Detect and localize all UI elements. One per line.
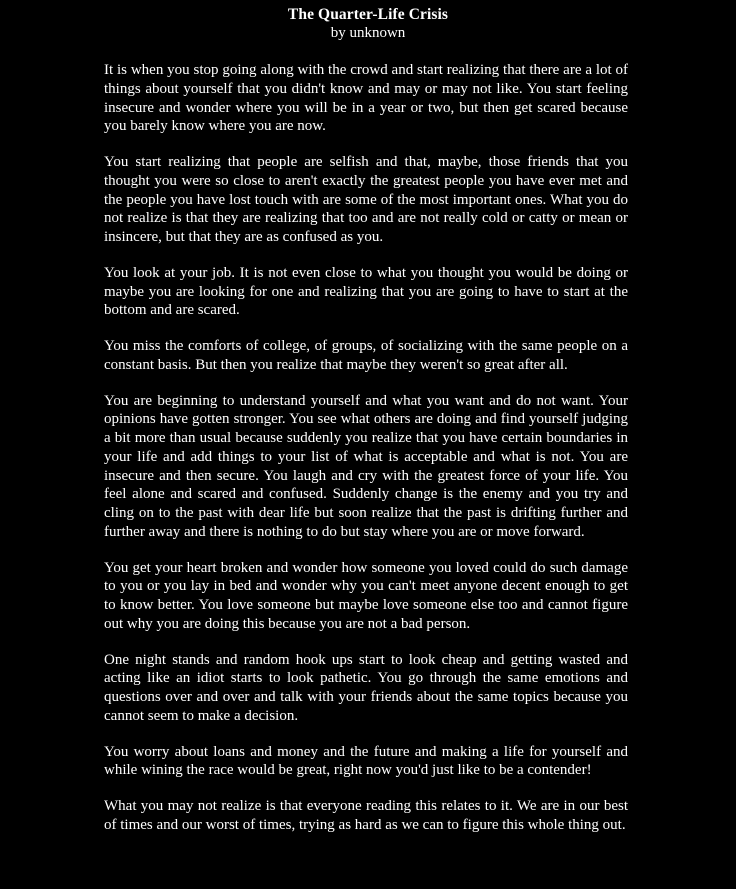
paragraph-7: One night stands and random hook ups start to look cheap and getting wasted and acting like an idiot starts to look pathetic. You go through the same emotions and questions over and over and talk with your friends about the same topics because you cannot seem to make a decision. xyxy=(104,651,628,724)
document-header xyxy=(0,5,736,43)
paragraph-8: You worry about loans and money and the future and making a life for yourself and while wining the race would be great, right now you'd just like to be a contender! xyxy=(104,743,628,779)
paragraph-4: You miss the comforts of college, of groups, of socializing with the same people on a constant basis. But then you realize that maybe they weren't so great after all. xyxy=(104,338,628,373)
paragraph-5: You are beginning to understand yourself and what you want and do not want. Your opinions have gotten stronger. You see what others are doing and find yourself judging a bit more than usual because suddenly you realize that you have certain boundaries in your life and add things to your list of what is acceptable and what is not. You are insecure and then secure. You laugh and cry with the greatest force of your life. You feel alone and scared and confused. Suddenly change is the enemy and you try and cling on to the past with dear life but soon realize that the past is drifting further and further away and there is nothing to do but stay where you are or move forward. xyxy=(104,392,628,540)
author-byline: by unknown xyxy=(330,25,406,41)
paragraph-2: You start realizing that people are selfish and that, maybe, those friends that you thought you were so close to aren't exactly the greatest people you have ever met and the people you have lost touch with are some of the most important ones. What you do not realize is that they are realizing that too and are not really cold or catty or mean or insincere, but that they are as confused as you. xyxy=(104,154,628,245)
document-body xyxy=(104,61,628,835)
paragraph-9: What you may not realize is that everyone reading this relates to it. We are in our best of times and our worst of times, trying as hard as we can to figure this whole thing out. xyxy=(104,798,628,833)
page-title: The Quarter-Life Crisis xyxy=(287,6,449,23)
paragraph-1: It is when you stop going along with the crowd and start realizing that there are a lot of things about yourself that you didn't know and may or may not like. You start feeling insecure and wonder where you will be in a year or two, but then get scared because you barely know where you are now. xyxy=(104,62,628,135)
paragraph-6: You get your heart broken and wonder how someone you loved could do such damage to you or you lay in bed and wonder why you can't meet anyone decent enough to get to know better. You love someone but maybe love someone else too and cannot figure out why you are doing this because you are not a bad person. xyxy=(104,559,628,632)
paragraph-3: You look at your job. It is not even close to what you thought you would be doing or maybe you are looking for one and realizing that you are going to have to start at the bottom and are scared. xyxy=(104,264,628,319)
